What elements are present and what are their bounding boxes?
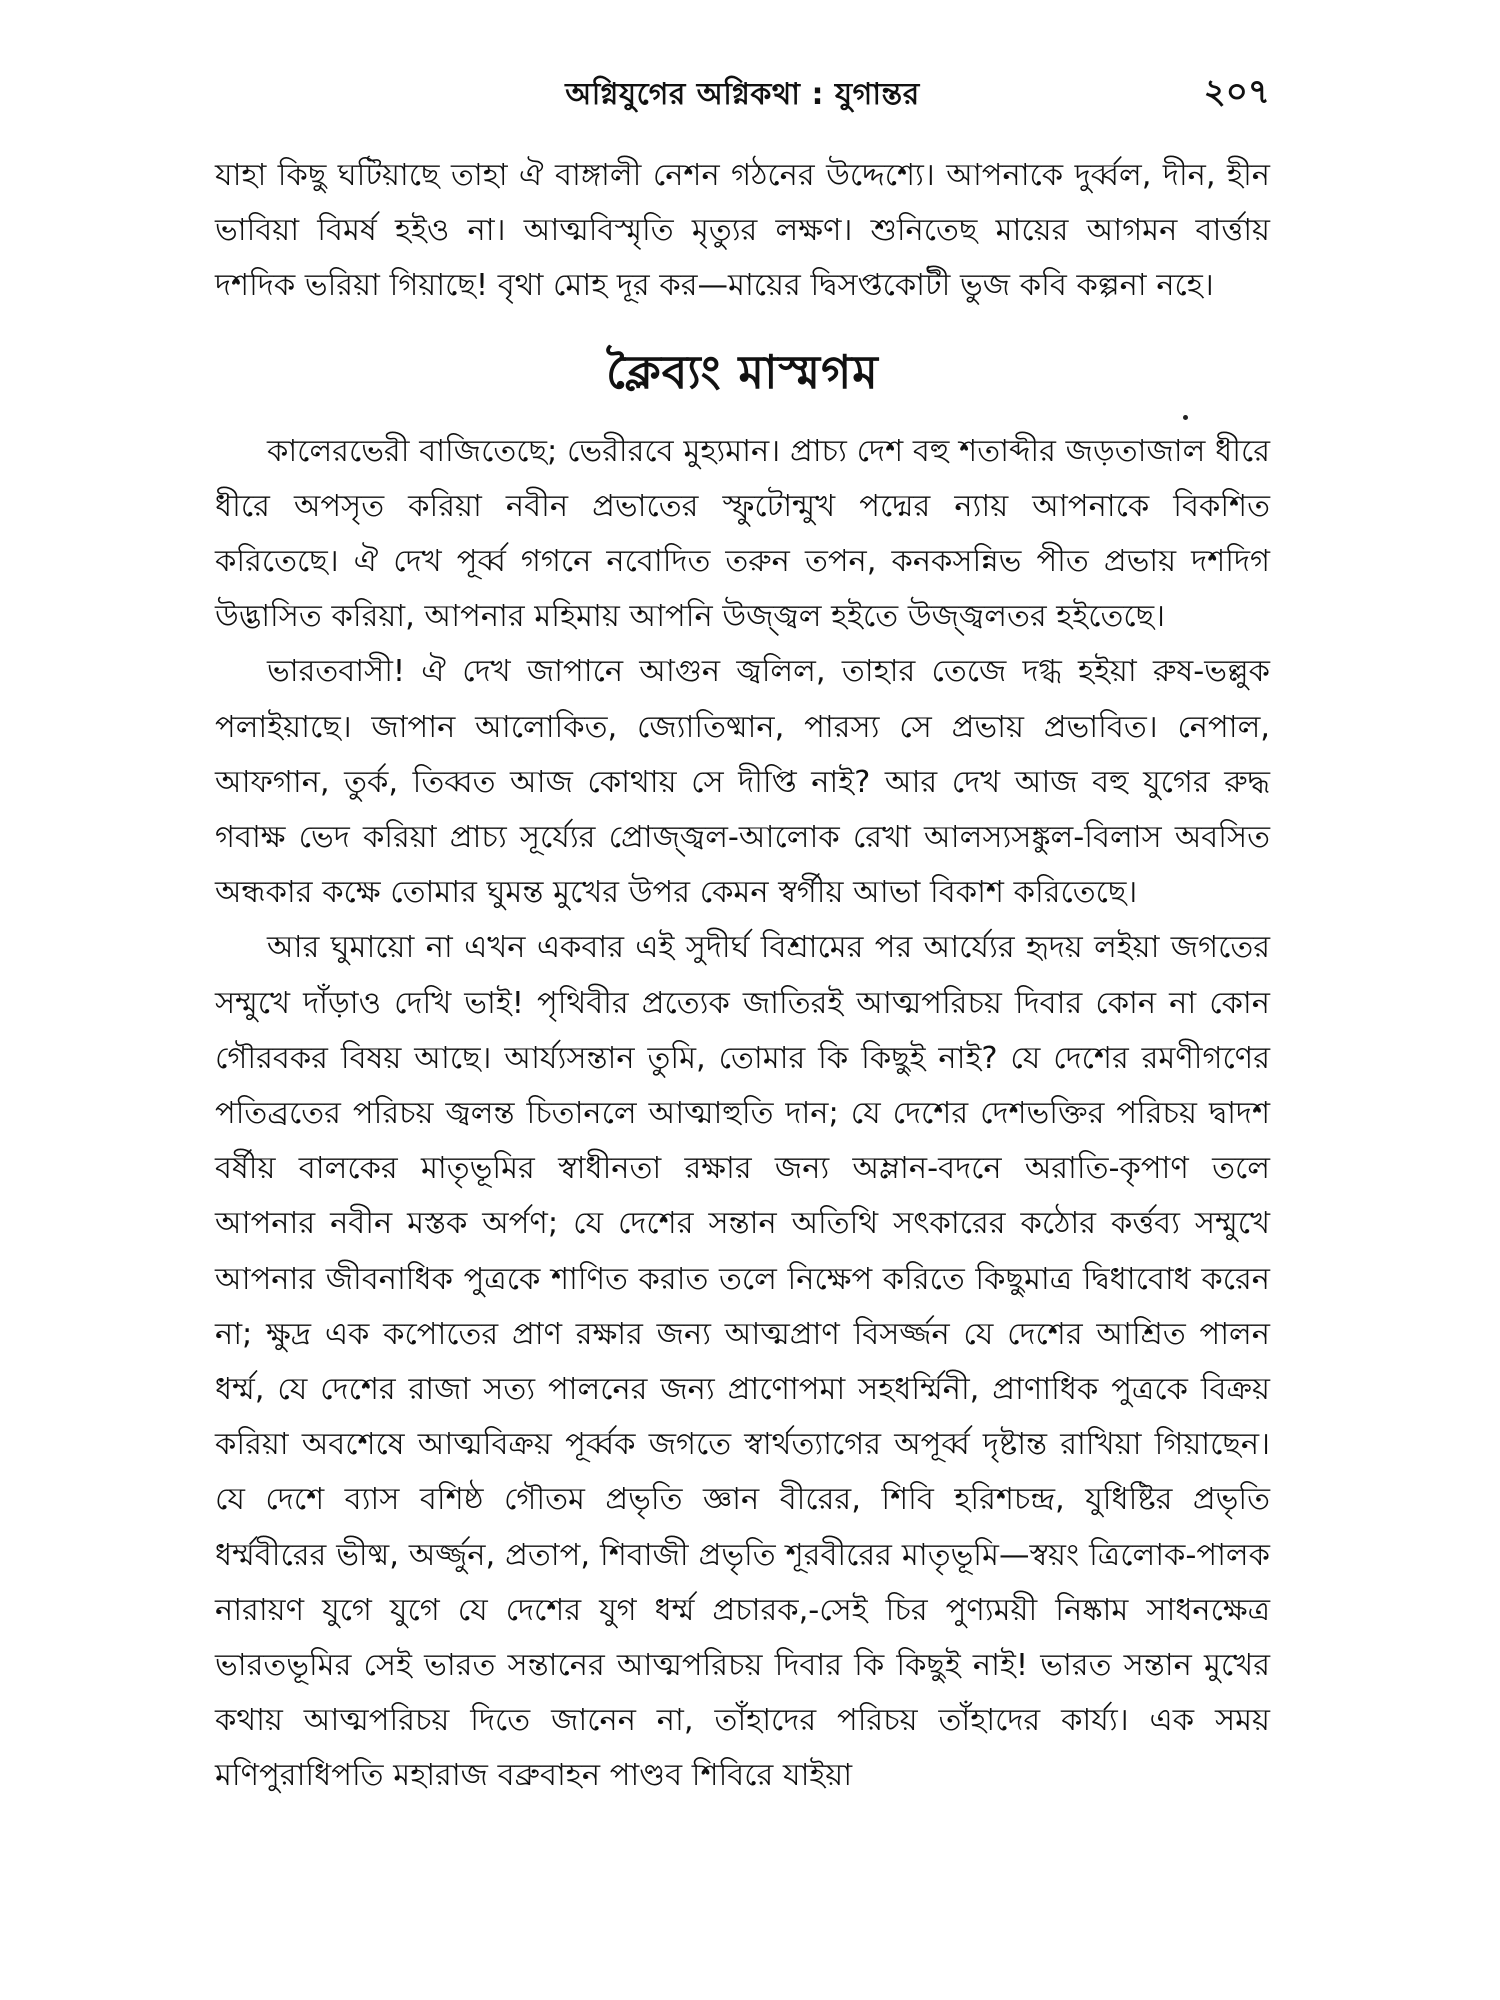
print-speck <box>1183 415 1188 420</box>
page-number: ২০৭ <box>1203 72 1270 112</box>
section-heading: ক্লৈব্যং মাস্মগম <box>606 344 879 399</box>
paragraph-2: ভারতবাসী! ঐ দেখ জাপানে আগুন জ্বলিল, তাহার তেজে দগ্ধ হইয়া রুষ-ভল্লুক পলাইয়াছে। জাপান আলোকিত, জ্যোতিষ্মান, পারস্য সে প্রভায় প্রভাবিত। নেপাল, আফগান, তুর্ক, তিব্বত আজ কোথায় সে দীপ্তি নাই? আর দেখ আজ বহু যুগের রুদ্ধ গবাক্ষ ভেদ করিয়া প্রাচ্য সূর্য্যের প্রোজ্জ্বল-আলোক রেখা আলস্যসঙ্কুল-বিলাস অবসিত অন্ধকার কক্ষে তোমার ঘুমন্ত মুখের উপর কেমন স্বর্গীয় আভা বিকাশ করিতেছে। <box>215 654 1270 911</box>
running-header <box>215 62 1270 122</box>
opening-paragraph: যাহা কিছু ঘটিয়াছে তাহা ঐ বাঙ্গালী নেশন গঠনের উদ্দেশ্যে। আপনাকে দুর্ব্বল, দীন, হীন ভাবিয়া বিমর্ষ হইও না। আত্মবিস্মৃতি মৃত্যুর লক্ষণ। শুনিতেছ মায়ের আগমন বার্ত্তায় দশদিক ভরিয়া গিয়াছে! বৃথা মোহ দূর কর—মায়ের দ্বিসপ্তকোটী ভুজ কবি কল্পনা নহে। <box>215 158 1270 304</box>
running-header-title: অগ্নিযুগের অগ্নিকথা : যুগান্তর <box>565 77 920 112</box>
body-text <box>215 148 1270 1804</box>
paragraph-3: আর ঘুমায়ো না এখন একবার এই সুদীর্ঘ বিশ্রামের পর আর্য্যের হৃদয় লইয়া জগতের সম্মুখে দাঁড়াও দেখি ভাই! পৃথিবীর প্রত্যেক জাতিরই আত্মপরিচয় দিবার কোন না কোন গৌরবকর বিষয় আছে। আর্য্যসন্তান তুমি, তোমার কি কিছুই নাই? যে দেশের রমণীগণের পতিব্রতের পরিচয় জ্বলন্ত চিতানলে আত্মাহুতি দান; যে দেশের দেশভক্তির পরিচয় দ্বাদশ বর্ষীয় বালকের মাতৃভূমির স্বাধীনতা রক্ষার জন্য অম্লান-বদনে অরাতি-কৃপাণ তলে আপনার নবীন মস্তক অর্পণ; যে দেশের সন্তান অতিথি সৎকারের কঠোর কর্ত্তব্য সম্মুখে আপনার জীবনাধিক পুত্রকে শাণিত করাত তলে নিক্ষেপ করিতে কিছুমাত্র দ্বিধাবোধ করেন না; ক্ষুদ্র এক কপোতের প্রাণ রক্ষার জন্য আত্মপ্রাণ বিসর্জ্জন যে দেশের আশ্রিত পালন ধর্ম্ম, যে দেশের রাজা সত্য পালনের জন্য প্রাণোপমা সহধর্ম্মিনী, প্রাণাধিক পুত্রকে বিক্রয় করিয়া অবশেষে আত্মবিক্রয় পূর্ব্বক জগতে স্বার্থত্যাগের অপূর্ব্ব দৃষ্টান্ত রাখিয়া গিয়াছেন। যে দেশে ব্যাস বশিষ্ঠ গৌতম প্রভৃতি জ্ঞান বীরের, শিবি হরিশচন্দ্র, যুধিষ্টির প্রভৃতি ধর্ম্মবীরের ভীষ্ম, অর্জ্জুন, প্রতাপ, শিবাজী প্রভৃতি শূরবীরের মাতৃভূমি—স্বয়ং ত্রিলোক-পালক নারায়ণ যুগে যুগে যে দেশের যুগ ধর্ম্ম প্রচারক,-সেই চির পুণ্যময়ী নিষ্কাম সাধনক্ষেত্র ভারতভূমির সেই ভারত সন্তানের আত্মপরিচয় দিবার কি কিছুই নাই! ভারত সন্তান মুখের কথায় আত্মপরিচয় দিতে জানেন না, তাঁহাদের পরিচয় তাঁহাদের কার্য্য। এক সময় মণিপুরাধিপতি মহারাজ বব্রুবাহন পাণ্ডব শিবিরে যাইয়া <box>215 930 1270 1794</box>
paragraph-1: কালেরভেরী বাজিতেছে; ভেরীরবে মুহ্যমান। প্রাচ্য দেশ বহু শতাব্দীর জড়তাজাল ধীরে ধীরে অপসৃত করিয়া নবীন প্রভাতের স্ফুটোন্মুখ পদ্মের ন্যায় আপনাকে বিকশিত করিতেছে। ঐ দেখ পূর্ব্ব গগনে নবোদিত তরুন তপন, কনকসন্নিভ পীত প্রভায় দশদিগ উদ্ভাসিত করিয়া, আপনার মহিমায় আপনি উজ্জ্বল হইতে উজ্জ্বলতর হইতেছে। <box>215 433 1270 635</box>
